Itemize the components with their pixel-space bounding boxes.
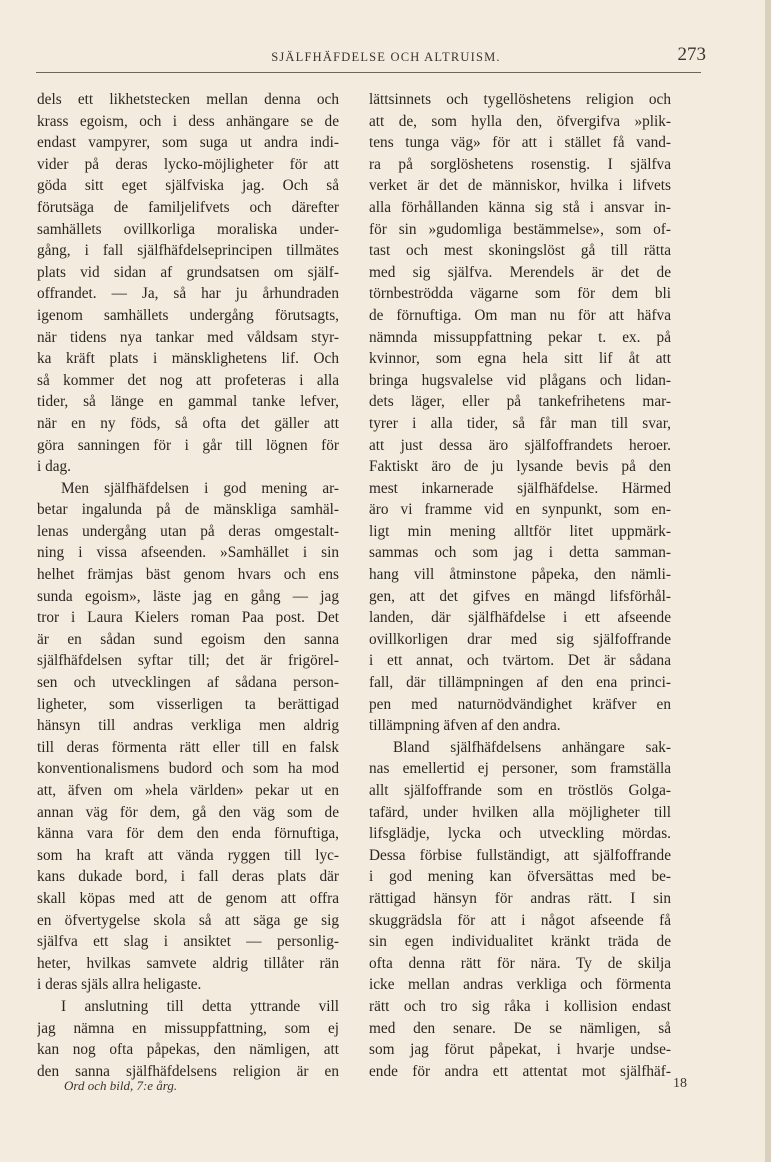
text-line: hang vill åtminstone påpeka, den nämli- [369, 566, 671, 584]
text-line: kan nog ofta påpekas, den nämligen, att [37, 1041, 339, 1059]
text-line: sammas och som jag i detta samman- [369, 544, 671, 562]
text-line: Dessa förbise fullständigt, att själfoffrande [369, 846, 671, 864]
text-line: ning i vissa afseenden. »Samhället i sin [37, 544, 339, 562]
text-line: förutsäga de familjelifvets och därefter [37, 198, 339, 216]
text-line: endast vampyrer, som suga ut andra indi- [37, 134, 339, 152]
text-line: betar ingalunda på de mänskliga samhäl- [37, 501, 339, 519]
text-line: Bland själfhäfdelsens anhängare sak- [393, 738, 671, 756]
text-line: i ett annat, och tvärtom. Det är sådana [369, 652, 671, 670]
text-line: verket är det de människor, hvilka i lifvets [369, 177, 671, 195]
text-line: pen med naturnödvändighet kräfver en [369, 695, 671, 713]
text-line: i dag. [37, 458, 71, 476]
text-line: med sig själfva. Merendels är det de [369, 263, 671, 281]
text-line: ligt min mening alltför litet uppmärk- [369, 522, 671, 540]
text-line: känna vara för dem den enda förnuftiga, [37, 825, 339, 843]
text-line: den sanna själfhäfdelsens religion är en [37, 1062, 339, 1080]
text-line: törnbeströdda vägarne som för dem bli [369, 285, 671, 303]
footer-signature-mark: 18 [673, 1076, 687, 1091]
text-line: tror i Laura Kielers roman Paa post. Det [37, 609, 339, 627]
text-line: tast och mest skoningslöst gå till rätta [369, 242, 671, 260]
text-line: dets läger, eller på tankefrihetens mar- [369, 393, 671, 411]
text-line: ovillkorligen drar med sig själfoffrande [369, 630, 671, 648]
footer-journal-note: Ord och bild, 7:e årg. [64, 1078, 178, 1093]
text-line: dels ett likhetstecken mellan denna och [37, 91, 339, 108]
right-text-column [369, 89, 671, 1082]
text-line: sen och utvecklingen af sådana person- [37, 674, 339, 692]
text-line: när en ny föds, så ofta det gäller att [37, 414, 339, 432]
text-line: ofta denna rätt för nära. Ty de skilja [369, 954, 671, 972]
text-line: heter, hvilkas samvete aldrig tillåter rän [37, 954, 339, 972]
text-line: göda sitt eget själfviska jag. Och så [37, 177, 339, 195]
text-line: sunda egoism», läste jag en gång — jag [37, 587, 339, 605]
text-line: sin egen individualitet kränkt träda de [369, 933, 671, 951]
text-line: fall, där tillämpningen af den ena princi- [369, 674, 671, 692]
text-line: själfva ett slag i ansiktet — personlig- [37, 933, 339, 951]
text-line: gen, att det gifves en mängd lifsförhål- [369, 587, 671, 605]
text-line: tyrer i alla tider, så får man till svar, [369, 414, 671, 432]
text-line: i deras själs allra heligaste. [37, 976, 202, 994]
text-line: de förnuftiga. Om man nu för att häfva [369, 306, 671, 324]
text-line: kans dukade bord, i fall deras plats där [37, 868, 339, 886]
text-line: bringa hugsvalelse vid plågans och lidan- [369, 371, 671, 389]
text-line: mest inkarnerade själfhäfdelse. Härmed [369, 479, 671, 497]
text-line: gång, i fall själfhäfdelseprincipen tillmätes [37, 242, 339, 260]
text-line: rätt och tro sig råka i kollision endast [369, 997, 671, 1015]
text-line: ende för andra ett attentat mot själfhäf- [369, 1062, 671, 1080]
text-line: ligheter, som visserligen ta berättigad [37, 695, 339, 713]
text-line: tider, så länge en gammal tanke lefver, [37, 393, 339, 411]
text-line: tillämpning äfven af den andra. [369, 717, 561, 735]
text-line: konventionalismens budord och som ha mod [37, 760, 339, 778]
text-line: igenom samhällets undergång förutsagts, [37, 306, 339, 324]
text-line: hänsyn till andras verkliga men aldrig [37, 717, 339, 735]
text-line: med den senare. De se nämligen, så [369, 1019, 671, 1037]
text-line: som ha kraft att vända ryggen till lyc- [37, 846, 339, 864]
text-line: helhet främjas bäst genom hvars och ens [37, 566, 339, 584]
text-line: offrandet. — Ja, så har ju århundraden [37, 285, 339, 303]
text-line: äro vi framme vid en synpunkt, som en- [369, 501, 671, 519]
text-line: samhällets ovillkorliga moraliska under- [37, 220, 339, 238]
text-line: lättsinnets och tygellöshetens religion och [369, 91, 671, 108]
text-line: alla förhållanden känna sig stå i ansvar in- [369, 198, 671, 216]
text-line: göra sanningen för i går till lögnen för [37, 436, 339, 454]
text-line: att just dessa äro själfoffrandets heroer. [369, 436, 671, 454]
text-line: lenas undergång utan på deras omgestalt- [37, 522, 339, 540]
text-line: är en sådan sund egoism den sanna [37, 630, 339, 648]
page-number: 273 [677, 44, 706, 65]
text-line: lifsglädje, lycka och utveckling mördas. [369, 825, 671, 843]
header-rule [36, 72, 701, 73]
text-line: kvinnor, som egna hela sitt lif åt att [369, 350, 671, 368]
text-line: tens tunga väg» för att i stället få vand- [369, 134, 671, 152]
text-line: att de, som hylla den, öfvergifva »plik- [369, 112, 671, 130]
text-line: allt själfoffrande som en tröstlös Golga- [369, 782, 671, 799]
text-line: jag nämna en missuppfattning, som ej [37, 1019, 339, 1037]
left-text-column [37, 89, 339, 1082]
text-line: som jag förut påpekat, i hvarje undse- [369, 1041, 671, 1059]
page-header [36, 44, 736, 72]
text-line: rättigad hänsyn för andras rätt. I sin [369, 889, 671, 907]
text-line: skuggrädsla för att i något afseende få [369, 911, 671, 929]
text-line: krass egoism, och i dess anhängare se de [37, 112, 339, 130]
text-line: till deras förmenta rätt eller till en falsk [37, 738, 339, 756]
text-line: plats vid sidan af grundsatsen om själf- [37, 263, 339, 281]
text-line: ka kräft plats i mänsklighetens lif. Och [37, 350, 339, 368]
text-line: själfhäfdelsen syftar till; det är frigörel- [37, 652, 339, 670]
text-line: Faktiskt äro de ju lysande bevis på den [369, 458, 671, 476]
text-line: för sin »gudomliga bestämmelse», som of- [369, 220, 671, 238]
text-line: Men själfhäfdelsen i god mening ar- [61, 479, 339, 497]
text-line: en öfvertygelse skola så att säga ge sig [37, 911, 339, 929]
text-line: tafärd, under hvilken alla möjligheter till [369, 803, 671, 821]
text-line: så kommer det nog att profeteras i alla [37, 371, 339, 389]
text-line: vider på deras lycko-möjligheter för att [37, 155, 339, 173]
text-line: när tidens nya tankar med våldsam styr- [37, 328, 339, 346]
text-line: landen, där själfhäfdelse i ett afseende [369, 609, 671, 627]
text-line: skall köpas med att de genom att offra [37, 889, 339, 907]
text-line: i god mening kan öfversättas med be- [369, 868, 671, 886]
text-line: annan väg för dem, gå den väg som de [37, 803, 339, 821]
text-line: ra på sorglöshetens rosenstig. I själfva [369, 155, 671, 173]
text-line: nämnda missuppfattning pekar t. ex. på [369, 328, 671, 346]
text-line: I anslutning till detta yttrande vill [61, 997, 339, 1015]
running-title: SJÄLFHÄFDELSE OCH ALTRUISM. [271, 50, 501, 64]
text-line: nas emellertid ej personer, som framställa [369, 760, 671, 778]
text-line: att, äfven om »hela världen» pekar ut en [37, 782, 339, 799]
text-line: icke mellan andras verkliga och förmenta [369, 976, 671, 994]
